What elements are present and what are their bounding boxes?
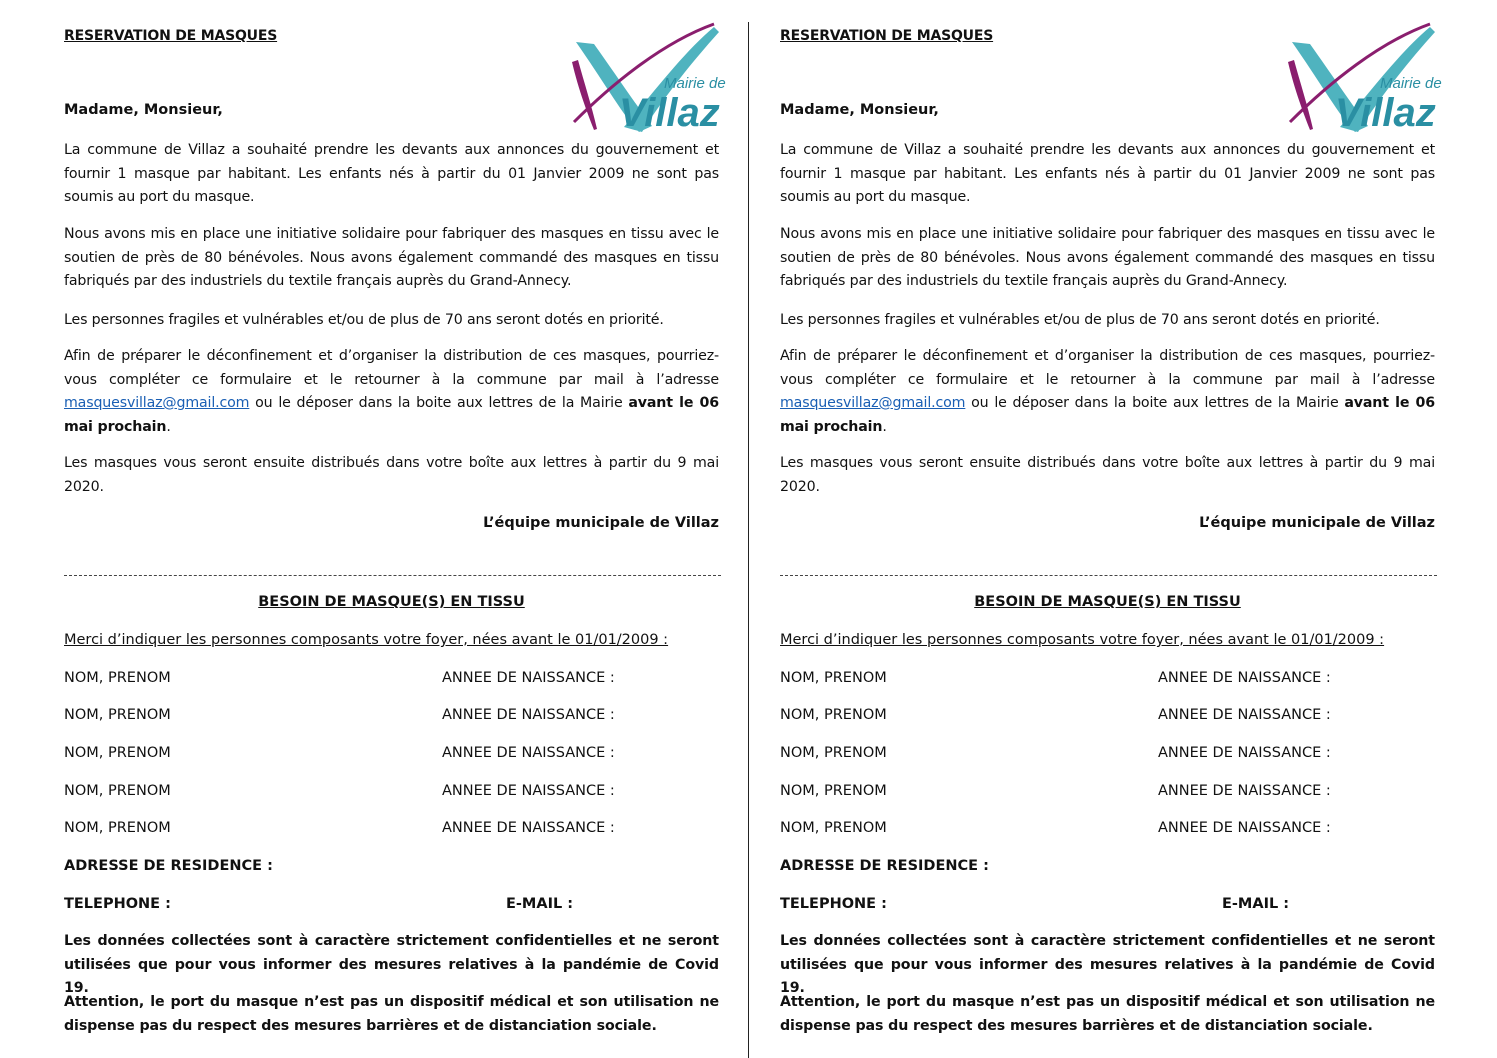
salutation: Madame, Monsieur, (64, 102, 223, 118)
p4-text-a: Afin de préparer le déconfinement et d’organiser la distribution de ces masques, pourriez-vous compléter ce formulaire et le retourner à la commune par mail à l’adresse (64, 348, 719, 388)
year-label: ANNEE DE NAISSANCE : (1158, 707, 1331, 723)
phone-label: TELEPHONE : (780, 896, 887, 912)
page-divider (748, 22, 749, 1058)
year-label: ANNEE DE NAISSANCE : (1158, 783, 1331, 799)
cut-line (780, 575, 1437, 576)
document-title: RESERVATION DE MASQUES (64, 28, 278, 44)
email-link[interactable]: masquesvillaz@gmail.com (780, 395, 966, 411)
paragraph-2: Nous avons mis en place une initiative solidaire pour fabriquer des masques en tissu avec le soutien de près de 80 bénévoles. Nous avons également commandé des masques en tissu fabriqués par des industriels du textile français auprès du Grand-Annecy. (780, 226, 1435, 289)
address-label: ADRESSE DE RESIDENCE : (64, 858, 273, 874)
privacy-note: Les données collectées sont à caractère strictement confidentielles et ne seront utilisées que pour vous informer des mesures relatives à la pandémie de Covid 19. (780, 933, 1435, 996)
name-label: NOM, PRENOM (64, 707, 171, 723)
year-label: ANNEE DE NAISSANCE : (442, 745, 615, 761)
year-label: ANNEE DE NAISSANCE : (442, 783, 615, 799)
paragraph-1: La commune de Villaz a souhaité prendre les devants aux annonces du gouvernement et fournir 1 masque par habitant. Les enfants nés à partir du 01 Janvier 2009 ne sont pas soumis au port du masque. (64, 142, 719, 205)
year-label: ANNEE DE NAISSANCE : (442, 820, 615, 836)
year-label: ANNEE DE NAISSANCE : (442, 670, 615, 686)
document-title: RESERVATION DE MASQUES (780, 28, 994, 44)
paragraph-2: Nous avons mis en place une initiative solidaire pour fabriquer des masques en tissu avec le soutien de près de 80 bénévoles. Nous avons également commandé des masques en tissu fabriqués par des industriels du textile français auprès du Grand-Annecy. (64, 226, 719, 289)
warning-note: Attention, le port du masque n’est pas un dispositif médical et son utilisation ne dispense pas du respect des mesures barrières et de distanciation sociale. (64, 994, 719, 1034)
logo-name-text: Villaz (1335, 91, 1436, 135)
name-label: NOM, PRENOM (780, 820, 887, 836)
paragraph-1: La commune de Villaz a souhaité prendre les devants aux annonces du gouvernement et fournir 1 masque par habitant. Les enfants nés à partir du 01 Janvier 2009 ne sont pas soumis au port du masque. (780, 142, 1435, 205)
paragraph-5: Les masques vous seront ensuite distribués dans votre boîte aux lettres à partir du 9 mai 2020. (780, 455, 1435, 495)
paragraph-3: Les personnes fragiles et vulnérables et/ou de plus de 70 ans seront dotés en priorité. (64, 312, 664, 328)
logo-top-text: Mairie de (664, 75, 726, 92)
name-label: NOM, PRENOM (64, 820, 171, 836)
form-title: BESOIN DE MASQUE(S) EN TISSU (258, 594, 525, 610)
paragraph-4 (780, 345, 1435, 439)
address-label: ADRESSE DE RESIDENCE : (780, 858, 989, 874)
paragraph-5: Les masques vous seront ensuite distribués dans votre boîte aux lettres à partir du 9 mai 2020. (64, 455, 719, 495)
name-label: NOM, PRENOM (780, 670, 887, 686)
p4-deadline: avant le 06 mai prochain (780, 395, 1435, 435)
logo-top-text: Mairie de (1380, 75, 1442, 92)
email-link[interactable]: masquesvillaz@gmail.com (64, 395, 250, 411)
name-label: NOM, PRENOM (780, 783, 887, 799)
logo-name-text: Villaz (619, 91, 720, 135)
privacy-note: Les données collectées sont à caractère strictement confidentielles et ne seront utilisées que pour vous informer des mesures relatives à la pandémie de Covid 19. (64, 933, 719, 996)
form-title: BESOIN DE MASQUE(S) EN TISSU (974, 594, 1241, 610)
year-label: ANNEE DE NAISSANCE : (1158, 745, 1331, 761)
name-label: NOM, PRENOM (780, 707, 887, 723)
email-label: E-MAIL : (506, 896, 574, 912)
signature: L’équipe municipale de Villaz (483, 515, 719, 531)
p4-deadline: avant le 06 mai prochain (64, 395, 719, 435)
name-label: NOM, PRENOM (64, 670, 171, 686)
email-label: E-MAIL : (1222, 896, 1290, 912)
year-label: ANNEE DE NAISSANCE : (1158, 670, 1331, 686)
villaz-logo (1280, 22, 1450, 137)
p4-end: . (882, 418, 887, 435)
cut-line (64, 575, 721, 576)
year-label: ANNEE DE NAISSANCE : (442, 707, 615, 723)
p4-text-a: Afin de préparer le déconfinement et d’organiser la distribution de ces masques, pourriez-vous compléter ce formulaire et le retourner à la commune par mail à l’adresse (780, 348, 1435, 388)
name-label: NOM, PRENOM (64, 783, 171, 799)
form-intro: Merci d’indiquer les personnes composants votre foyer, nées avant le 01/01/2009 : (64, 632, 669, 648)
paragraph-4 (64, 345, 719, 439)
name-label: NOM, PRENOM (64, 745, 171, 761)
form-intro: Merci d’indiquer les personnes composants votre foyer, nées avant le 01/01/2009 : (780, 632, 1385, 648)
warning-note: Attention, le port du masque n’est pas un dispositif médical et son utilisation ne dispense pas du respect des mesures barrières et de distanciation sociale. (780, 994, 1435, 1034)
paragraph-3: Les personnes fragiles et vulnérables et/ou de plus de 70 ans seront dotés en priorité. (780, 312, 1380, 328)
p4-end: . (166, 418, 171, 435)
flyer-left (64, 0, 726, 1058)
p4-text-b: ou le déposer dans la boite aux lettres de la Mairie (249, 395, 629, 411)
name-label: NOM, PRENOM (780, 745, 887, 761)
p4-text-b: ou le déposer dans la boite aux lettres de la Mairie (965, 395, 1345, 411)
year-label: ANNEE DE NAISSANCE : (1158, 820, 1331, 836)
phone-label: TELEPHONE : (64, 896, 171, 912)
signature: L’équipe municipale de Villaz (1199, 515, 1435, 531)
villaz-logo (564, 22, 734, 137)
salutation: Madame, Monsieur, (780, 102, 939, 118)
flyer-right (780, 0, 1442, 1058)
